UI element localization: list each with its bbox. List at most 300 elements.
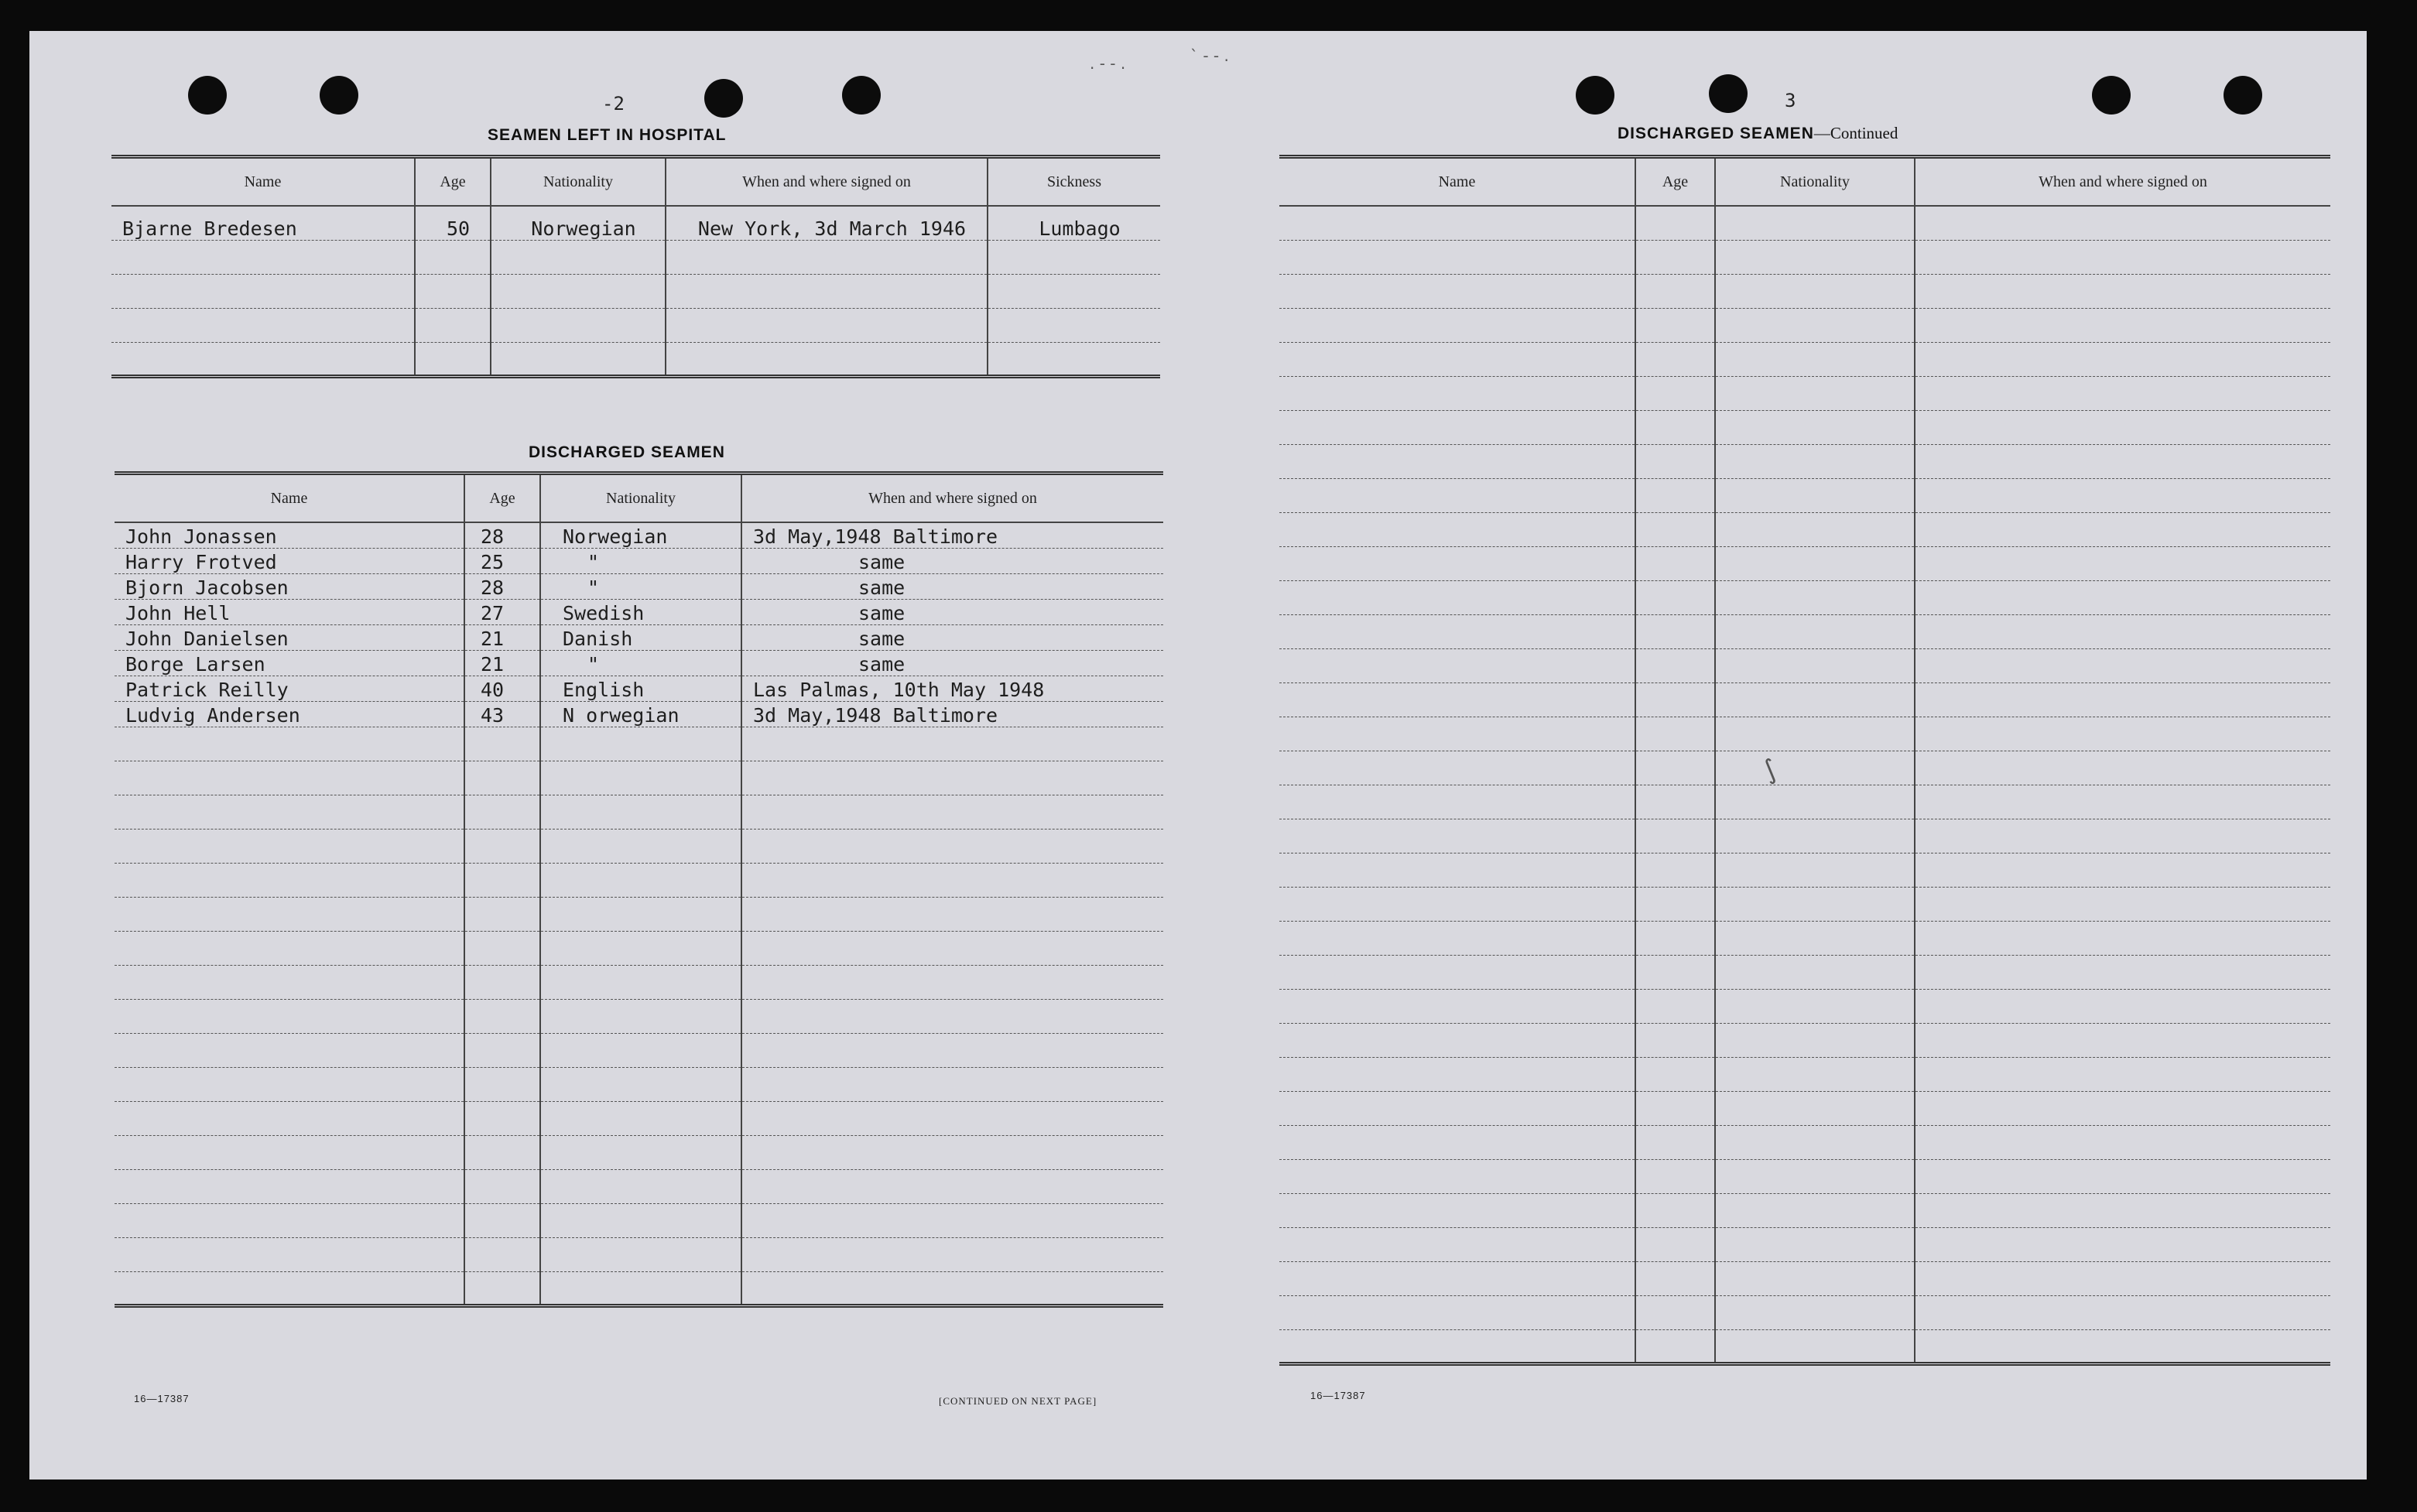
blank-cell [1715,955,1915,989]
blank-cell [1715,751,1915,785]
blank-table-row [1279,342,2330,376]
blank-cell [1635,342,1715,376]
blank-cell [1279,342,1635,376]
discharged-continued-title [1618,124,1898,143]
blank-cell [115,1237,464,1271]
blank-cell [1715,1023,1915,1057]
blank-cell [1635,206,1715,240]
sickness-cell [988,274,1160,308]
blank-cell [1635,955,1715,989]
blank-table-row [1279,1193,2330,1227]
blank-cell [741,897,1163,931]
blank-cell [1715,1261,1915,1295]
blank-cell [464,795,540,829]
age-cell: 43 [464,701,540,727]
blank-cell [1279,1159,1635,1193]
blank-table-row [115,795,1163,829]
blank-cell [1915,1295,2330,1329]
blank-cell [1715,989,1915,1023]
sickness-cell [988,308,1160,342]
signed-on-cell [666,342,988,376]
blank-cell [1635,1295,1715,1329]
blank-cell [1635,376,1715,410]
blank-cell [1715,274,1915,308]
blank-cell [741,965,1163,999]
blank-table-row [115,863,1163,897]
blank-cell [1715,580,1915,614]
form-number-right: 16—17387 [1310,1390,1366,1401]
blank-cell [1715,717,1915,751]
table-row [115,522,1163,548]
blank-cell [464,1169,540,1203]
blank-cell [1915,1329,2330,1363]
blank-cell [1915,785,2330,819]
blank-cell [1715,853,1915,887]
column-header-signed-on: When and where signed on [666,157,988,207]
signed-on-cell: same [741,624,1163,650]
blank-table-row [1279,1295,2330,1329]
blank-cell [741,1271,1163,1305]
blank-cell [115,931,464,965]
blank-cell [540,1101,741,1135]
blank-cell [1279,1023,1635,1057]
signed-on-cell: same [741,573,1163,599]
blank-cell [1279,512,1635,546]
blank-cell [1915,240,2330,274]
blank-table-row [115,897,1163,931]
blank-cell [741,761,1163,795]
sickness-cell [988,342,1160,376]
blank-cell [1279,921,1635,955]
blank-cell [115,999,464,1033]
column-header-age: Age [464,474,540,523]
nationality-cell: " [540,650,741,676]
blank-cell [1635,1261,1715,1295]
form-number-left: 16—17387 [134,1393,190,1404]
blank-table-row [1279,989,2330,1023]
table-row [115,676,1163,701]
blank-cell [1715,1295,1915,1329]
blank-cell [540,1135,741,1169]
blank-cell [1715,546,1915,580]
binder-hole [1576,76,1614,115]
sickness-cell [988,240,1160,274]
age-cell: 27 [464,599,540,624]
blank-cell [115,1169,464,1203]
blank-table-row [1279,614,2330,648]
blank-cell [1915,342,2330,376]
table-header-row [111,157,1160,207]
hospital-table [111,155,1160,378]
blank-cell [1915,819,2330,853]
signed-on-cell: same [741,599,1163,624]
table-row [115,701,1163,727]
column-header-name: Name [1279,157,1635,207]
table-row [111,308,1160,342]
age-cell [415,274,491,308]
blank-cell [1279,955,1635,989]
blank-cell [1635,921,1715,955]
column-header-nationality: Nationality [1715,157,1915,207]
blank-cell [1279,682,1635,717]
blank-cell [1915,887,2330,921]
blank-cell [540,965,741,999]
blank-cell [1915,1227,2330,1261]
column-header-name: Name [111,157,415,207]
table-row [115,624,1163,650]
blank-cell [1915,614,2330,648]
nationality-cell: " [540,548,741,573]
blank-table-row [115,931,1163,965]
blank-table-row [115,829,1163,863]
blank-cell [1715,1227,1915,1261]
nationality-cell: Danish [540,624,741,650]
blank-cell [1635,546,1715,580]
nationality-cell [491,342,666,376]
blank-cell [1279,274,1635,308]
blank-cell [1635,444,1715,478]
blank-cell [1635,1023,1715,1057]
blank-cell [1915,1023,2330,1057]
blank-cell [741,931,1163,965]
blank-cell [1279,206,1635,240]
blank-cell [1715,1057,1915,1091]
blank-table-row [1279,717,2330,751]
blank-cell [1715,682,1915,717]
blank-cell [1715,512,1915,546]
age-cell: 28 [464,522,540,548]
blank-table-row [1279,1125,2330,1159]
column-header-age: Age [415,157,491,207]
blank-cell [1915,206,2330,240]
name-cell: Patrick Reilly [115,676,464,701]
blank-cell [1279,853,1635,887]
discharged-section-title: DISCHARGED SEAMEN [529,443,725,461]
blank-cell [1715,308,1915,342]
blank-table-row [1279,478,2330,512]
blank-cell [1635,785,1715,819]
blank-cell [1279,1295,1635,1329]
blank-cell [540,1271,741,1305]
sickness-cell: Lumbago [988,206,1160,240]
table-row [111,342,1160,376]
signed-on-cell: 3d May,1948 Baltimore [741,522,1163,548]
blank-cell [1635,308,1715,342]
blank-cell [1715,240,1915,274]
age-cell: 28 [464,573,540,599]
table-row [111,206,1160,240]
blank-cell [1635,478,1715,512]
name-cell [111,342,415,376]
blank-table-row [1279,887,2330,921]
blank-cell [1279,376,1635,410]
blank-cell [1279,819,1635,853]
blank-cell [741,1101,1163,1135]
blank-cell [540,1169,741,1203]
blank-cell [1279,546,1635,580]
blank-cell [464,1203,540,1237]
blank-table-row [1279,1159,2330,1193]
nationality-cell: N orwegian [540,701,741,727]
blank-cell [464,761,540,795]
blank-cell [1915,308,2330,342]
blank-cell [1635,1091,1715,1125]
nationality-cell [491,240,666,274]
blank-cell [1715,410,1915,444]
blank-cell [115,965,464,999]
blank-cell [1715,444,1915,478]
age-cell: 25 [464,548,540,573]
blank-cell [1279,989,1635,1023]
blank-table-row [1279,819,2330,853]
blank-cell [115,1067,464,1101]
blank-cell [1279,751,1635,785]
blank-cell [1279,1227,1635,1261]
name-cell: John Danielsen [115,624,464,650]
blank-table-row [1279,955,2330,989]
blank-cell [1635,682,1715,717]
blank-table-row [1279,410,2330,444]
signed-on-cell: same [741,548,1163,573]
blank-table-row [115,1169,1163,1203]
name-cell: Ludvig Andersen [115,701,464,727]
blank-cell [1715,1159,1915,1193]
age-cell: 21 [464,650,540,676]
blank-table-row [115,1135,1163,1169]
blank-cell [540,795,741,829]
age-cell: 21 [464,624,540,650]
blank-cell [1915,751,2330,785]
name-cell: Bjorn Jacobsen [115,573,464,599]
blank-cell [1279,410,1635,444]
blank-cell [1715,1091,1915,1125]
blank-cell [741,727,1163,761]
blank-table-row [115,965,1163,999]
signed-on-cell: New York, 3d March 1946 [666,206,988,240]
blank-cell [115,761,464,795]
signed-on-cell [666,274,988,308]
blank-cell [1635,614,1715,648]
blank-cell [1715,342,1915,376]
blank-cell [115,863,464,897]
blank-cell [115,1135,464,1169]
blank-cell [1635,1193,1715,1227]
blank-cell [1279,444,1635,478]
blank-table-row [1279,1023,2330,1057]
blank-table-row [1279,376,2330,410]
column-header-signed-on: When and where signed on [741,474,1163,523]
blank-cell [1915,274,2330,308]
nationality-cell [491,274,666,308]
blank-table-row [115,727,1163,761]
blank-table-row [1279,921,2330,955]
column-header-nationality: Nationality [540,474,741,523]
blank-cell [1635,1329,1715,1363]
blank-table-row [115,999,1163,1033]
table-row [115,599,1163,624]
nationality-cell: Swedish [540,599,741,624]
blank-cell [1715,785,1915,819]
blank-cell [464,1271,540,1305]
blank-cell [1915,1261,2330,1295]
blank-cell [464,863,540,897]
name-cell [111,274,415,308]
nationality-cell: Norwegian [491,206,666,240]
blank-table-row [1279,1261,2330,1295]
blank-cell [1915,546,2330,580]
blank-cell [464,1033,540,1067]
blank-cell [1635,240,1715,274]
nationality-cell: Norwegian [540,522,741,548]
blank-cell [1279,240,1635,274]
signed-on-cell: same [741,650,1163,676]
blank-cell [1715,478,1915,512]
blank-cell [1715,921,1915,955]
blank-cell [1915,853,2330,887]
blank-cell [1715,1329,1915,1363]
blank-cell [1915,717,2330,751]
column-header-name: Name [115,474,464,523]
blank-table-row [115,1101,1163,1135]
binder-hole [188,76,227,115]
table-header-row [1279,157,2330,207]
blank-table-row [1279,444,2330,478]
blank-cell [1915,1091,2330,1125]
blank-table-row [1279,1227,2330,1261]
blank-cell [741,829,1163,863]
blank-cell [1635,717,1715,751]
blank-cell [1279,1329,1635,1363]
nationality-cell: " [540,573,741,599]
blank-table-row [115,1067,1163,1101]
blank-cell [540,1237,741,1271]
blank-cell [741,1203,1163,1237]
nationality-cell: English [540,676,741,701]
blank-cell [540,897,741,931]
blank-cell [1279,1261,1635,1295]
blank-cell [1915,376,2330,410]
blank-cell [540,829,741,863]
blank-cell [464,1237,540,1271]
pencil-mark: ∫ [1757,753,1783,787]
blank-cell [1635,410,1715,444]
blank-table-row [1279,546,2330,580]
blank-cell [464,1101,540,1135]
signed-on-cell: 3d May,1948 Baltimore [741,701,1163,727]
blank-cell [1279,1193,1635,1227]
blank-cell [464,931,540,965]
table-row [115,573,1163,599]
blank-table-row [1279,206,2330,240]
blank-cell [1279,308,1635,342]
age-cell [415,240,491,274]
blank-table-row [1279,240,2330,274]
blank-table-row [1279,751,2330,785]
blank-table-row [1279,785,2330,819]
blank-table-row [1279,308,2330,342]
nationality-cell [491,308,666,342]
blank-cell [741,863,1163,897]
discharged-table [115,471,1163,1308]
page-number-left: -2 [602,93,625,115]
blank-cell [1915,921,2330,955]
hospital-section-title: SEAMEN LEFT IN HOSPITAL [488,126,727,144]
blank-cell [540,931,741,965]
blank-cell [1635,1125,1715,1159]
blank-cell [1915,1159,2330,1193]
blank-cell [540,727,741,761]
stray-mark: . - - . [1090,54,1126,73]
blank-cell [115,829,464,863]
blank-table-row [1279,512,2330,546]
blank-table-row [1279,648,2330,682]
signed-on-cell [666,240,988,274]
blank-cell [540,1067,741,1101]
name-cell: Borge Larsen [115,650,464,676]
blank-cell [540,1033,741,1067]
blank-cell [1635,580,1715,614]
blank-table-row [115,1237,1163,1271]
blank-cell [1279,1091,1635,1125]
blank-cell [464,727,540,761]
blank-cell [1635,819,1715,853]
blank-cell [464,897,540,931]
blank-cell [1715,1125,1915,1159]
blank-cell [1715,614,1915,648]
blank-cell [464,829,540,863]
name-cell: Harry Frotved [115,548,464,573]
table-header-row [115,474,1163,523]
blank-cell [1915,444,2330,478]
blank-cell [1279,478,1635,512]
blank-cell [115,1033,464,1067]
table-row [115,650,1163,676]
column-header-nationality: Nationality [491,157,666,207]
blank-cell [1915,955,2330,989]
blank-cell [1715,887,1915,921]
blank-cell [1715,376,1915,410]
signed-on-cell [666,308,988,342]
blank-cell [1635,751,1715,785]
blank-cell [1635,853,1715,887]
name-cell: John Jonassen [115,522,464,548]
blank-cell [1635,648,1715,682]
blank-cell [1635,1159,1715,1193]
blank-cell [115,1203,464,1237]
blank-table-row [1279,1091,2330,1125]
blank-cell [1715,819,1915,853]
blank-cell [741,1169,1163,1203]
binder-hole [1709,74,1748,113]
binder-hole [704,79,743,118]
table-row [115,548,1163,573]
section-title-text: DISCHARGED SEAMEN [1618,125,1814,142]
blank-cell [1635,887,1715,921]
blank-cell [1715,648,1915,682]
blank-cell [1915,410,2330,444]
blank-cell [1915,580,2330,614]
blank-cell [1279,887,1635,921]
column-header-signed-on: When and where signed on [1915,157,2330,207]
blank-table-row [1279,1329,2330,1363]
section-title-suffix: —Continued [1813,124,1898,142]
column-header-age: Age [1635,157,1715,207]
blank-table-row [1279,682,2330,717]
blank-cell [1915,512,2330,546]
blank-cell [540,999,741,1033]
age-cell [415,342,491,376]
blank-cell [741,1067,1163,1101]
